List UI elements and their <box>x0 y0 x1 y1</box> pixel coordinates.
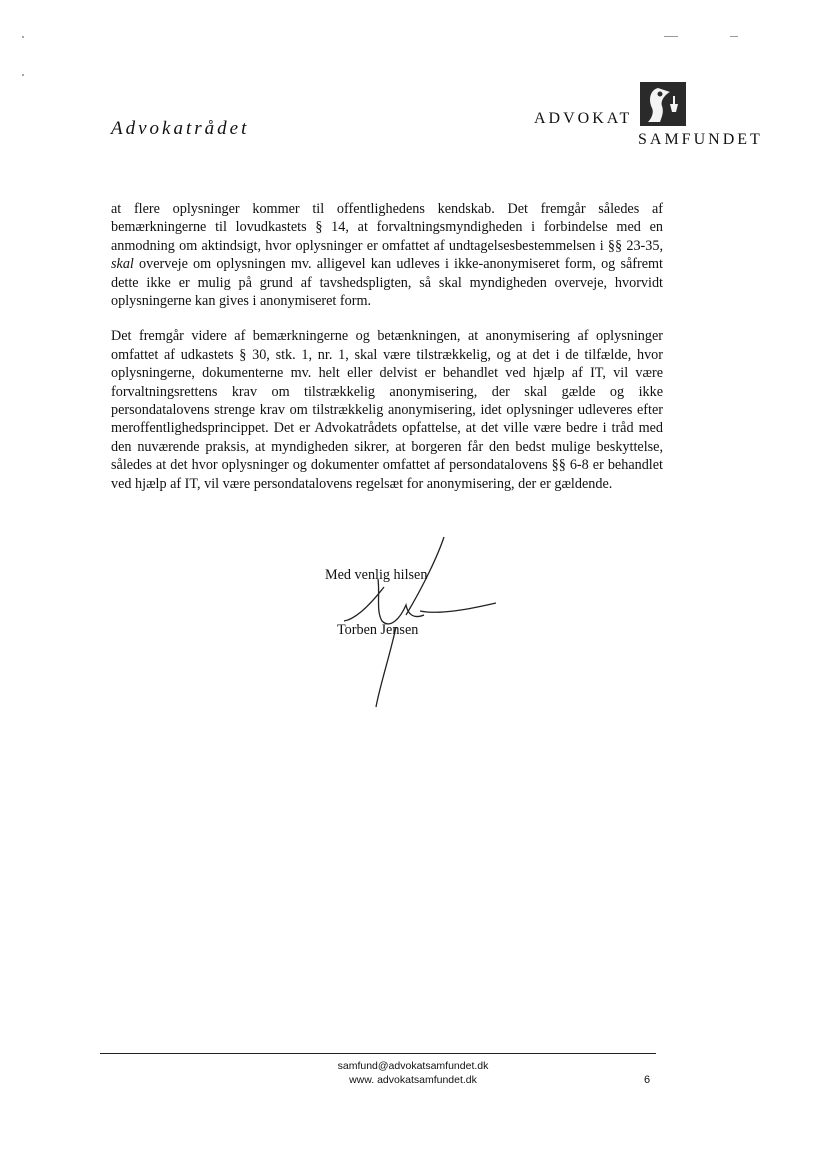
paragraph-1: at flere oplysninger kommer til offentlighedens kendskab. Det fremgår således af bemærkningerne til lovudkastets § 14, at forvaltningsmyndigheden i forbindelse med en anmodning om aktindsigt, hvor oplysninger er omfattet af undtagelsesbestemmelsen i §§ 23-35, skal overveje om oplysningen mv. alligevel kan udleves i ikke-anonymiseret form, og såfremt dette ikke er mulig på grund af tavshedspligten, så skal myndigheden overveje, hvorvidt oplysningerne kan gives i anonymiseret form. <box>111 201 663 310</box>
logo-text-bottom: SAMFUNDET <box>638 131 763 148</box>
scan-speck <box>22 36 24 38</box>
council-name: Advokatrådet <box>111 118 250 139</box>
emphasis-skal: skal <box>111 256 134 273</box>
letter-body <box>111 200 663 510</box>
scan-mark <box>664 36 678 37</box>
scan-speck <box>22 74 24 76</box>
signatory-name: Torben Jensen <box>337 622 419 638</box>
footer-divider <box>100 1053 656 1054</box>
justitia-emblem-icon <box>640 82 686 126</box>
page-number: 6 <box>644 1074 651 1086</box>
logo-text-top: ADVOKAT <box>534 110 633 127</box>
scan-mark <box>730 36 738 37</box>
closing-greeting: Med venlig hilsen <box>325 567 428 583</box>
advokatsamfundet-logo <box>534 82 784 152</box>
footer-website: www. advokatsamfundet.dk <box>349 1074 477 1086</box>
paragraph-2: Det fremgår videre af bemærkningerne og betænkningen, at anonymisering af oplysninger omfattet af udkastets § 30, stk. 1, nr. 1, skal være tilstrækkelig, og at det i de tilfælde, hvor oplysningerne, dokumenterne mv. helt eller delvist er behandlet ved hjælp af IT, vil være forvaltningsrettens krav om tilstrækkelig anonymisering, der skal gælde og ikke persondatalovens strenge krav om tilstrækkelig anonymisering, idet oplysninger udleveres efter meroffentlighedsprincippet. Det er Advokatrådets opfattelse, at det ville være bedre i tråd med den nuværende praksis, at myndigheden sikrer, at borgeren får den bedst mulige beskyttelse, således at det hvor oplysninger og dokumenter omfattet af persondatalovens §§ 6-8 er behandlet ved hjælp af IT, vil være persondatalovens regelsæt for anonymisering, der er gældende. <box>111 328 663 492</box>
footer-email: samfund@advokatsamfundet.dk <box>337 1060 489 1072</box>
